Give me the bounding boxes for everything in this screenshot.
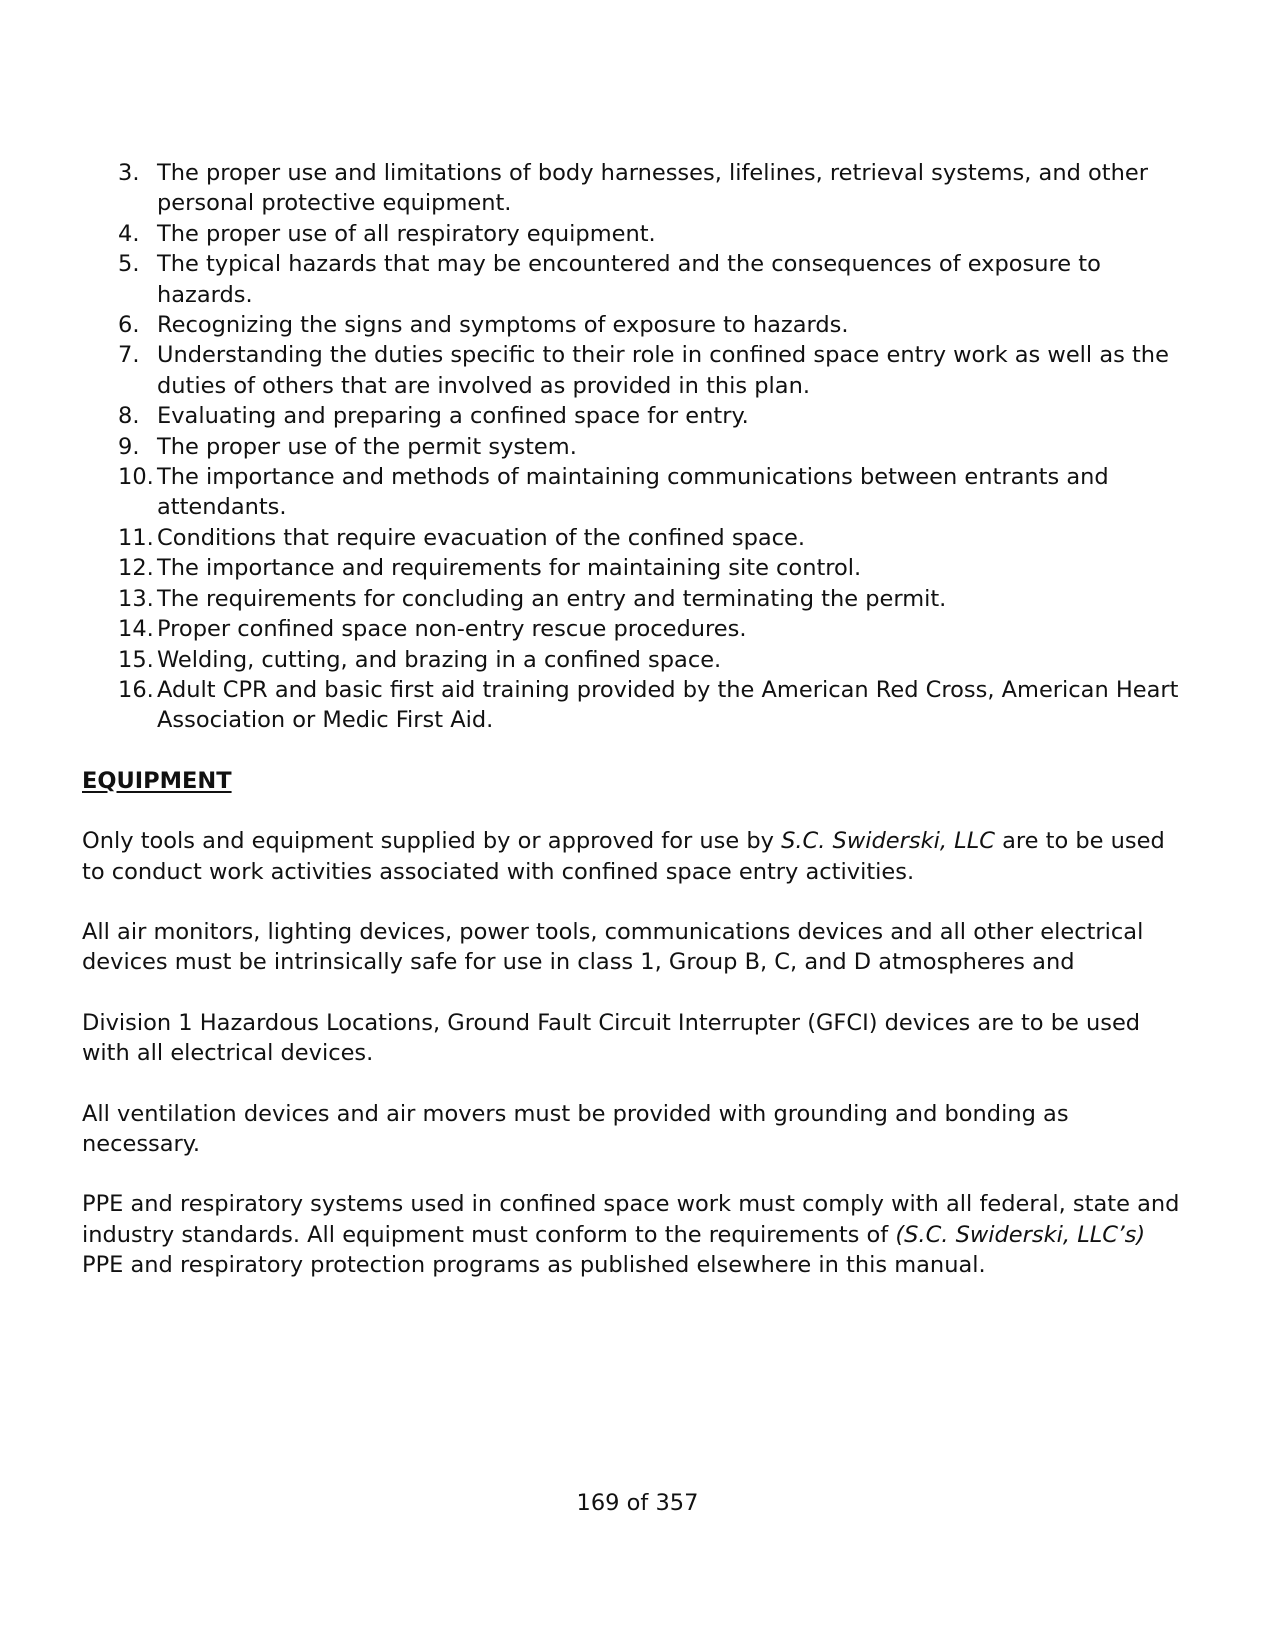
- list-item-number: 15.: [118, 646, 154, 673]
- page-content: [82, 158, 1192, 1281]
- list-item: [82, 310, 1192, 340]
- list-item-text: The proper use of the permit system.: [157, 433, 577, 460]
- list-item-number: 4.: [118, 220, 140, 247]
- company-name: (S.C. Swiderski, LLC’s): [895, 1221, 1146, 1248]
- list-item-number: 14.: [118, 616, 154, 643]
- list-item-number: 13.: [118, 585, 154, 612]
- list-item-number: 12.: [118, 555, 154, 582]
- list-item: [82, 523, 1192, 553]
- paragraph-text: PPE and respiratory protection programs as published elsewhere in this manual.: [82, 1252, 986, 1279]
- equipment-paragraph-ventilation: All ventilation devices and air movers must be provided with grounding and bonding as necessary.: [82, 1100, 1069, 1157]
- list-item: [82, 614, 1192, 644]
- list-item-text: Conditions that require evacuation of the confined space.: [157, 524, 806, 551]
- paragraph-text: PPE and respiratory systems used in confined space work must comply with all federal, state and industry standards. All equipment must conform to the requirements of: [82, 1191, 1180, 1248]
- list-item-text: Understanding the duties specific to their role in confined space entry work as well as the duties of others that are involved as provided in this plan.: [157, 342, 1169, 399]
- list-item-text: Adult CPR and basic first aid training provided by the American Red Cross, American Heart Association or Medic First Aid.: [157, 676, 1179, 734]
- list-item: [82, 584, 1192, 614]
- paragraph-text: Only tools and equipment supplied by or approved for use by: [82, 828, 782, 855]
- list-item: [82, 249, 1192, 310]
- equipment-paragraph-approved-tools: [82, 826, 1192, 887]
- company-name: S.C. Swiderski, LLC: [781, 828, 995, 855]
- list-item-number: 3.: [118, 160, 140, 186]
- equipment-paragraph-intrinsically-safe: All air monitors, lighting devices, power tools, communications devices and all other electrical devices must be intrinsically safe for use in class 1, Group B, C, and D atmospheres and: [82, 918, 1144, 976]
- list-item-number: 16.: [118, 676, 154, 703]
- list-item: [82, 401, 1192, 431]
- equipment-paragraph-gfci: Division 1 Hazardous Locations, Ground Fault Circuit Interrupter (GFCI) devices are to be used with all electrical devices.: [82, 1009, 1141, 1067]
- list-item-text: The proper use and limitations of body harnesses, lifelines, retrieval systems, and other personal protective equipment.: [157, 160, 1148, 217]
- list-item-text: The typical hazards that may be encountered and the consequences of exposure to hazards.: [157, 251, 1101, 308]
- list-item-text: Proper confined space non-entry rescue procedures.: [157, 616, 747, 643]
- list-item-text: Evaluating and preparing a confined space for entry.: [157, 403, 749, 430]
- list-item-number: 10.: [118, 464, 154, 491]
- list-item: [82, 158, 1192, 219]
- equipment-heading: EQUIPMENT: [82, 767, 232, 794]
- list-item-number: 6.: [118, 312, 140, 339]
- list-item-text: The importance and methods of maintaining communications between entrants and attendants.: [157, 464, 1109, 521]
- list-item-number: 8.: [118, 403, 140, 430]
- list-item-text: The importance and requirements for maintaining site control.: [157, 555, 862, 582]
- list-item: [82, 675, 1192, 736]
- list-item: [82, 645, 1192, 675]
- equipment-paragraph-ppe: [82, 1189, 1192, 1280]
- list-item-text: Recognizing the signs and symptoms of exposure to hazards.: [157, 312, 849, 339]
- page-number: 169 of 357: [576, 1490, 699, 1516]
- list-item-text: The requirements for concluding an entry and terminating the permit.: [157, 585, 947, 612]
- list-item: [82, 462, 1192, 523]
- list-item: [82, 340, 1192, 401]
- list-item-text: The proper use of all respiratory equipment.: [157, 220, 656, 247]
- training-topics-list: [82, 158, 1192, 736]
- list-item-number: 11.: [118, 524, 154, 551]
- list-item: [82, 432, 1192, 462]
- list-item-number: 7.: [118, 342, 140, 369]
- list-item-text: Welding, cutting, and brazing in a confined space.: [157, 646, 722, 673]
- list-item: [82, 553, 1192, 583]
- list-item-number: 9.: [118, 433, 140, 460]
- list-item: [82, 219, 1192, 249]
- list-item-number: 5.: [118, 251, 140, 278]
- paragraph-text: are to be used to conduct work activities associated with confined space entry activities.: [82, 828, 1165, 885]
